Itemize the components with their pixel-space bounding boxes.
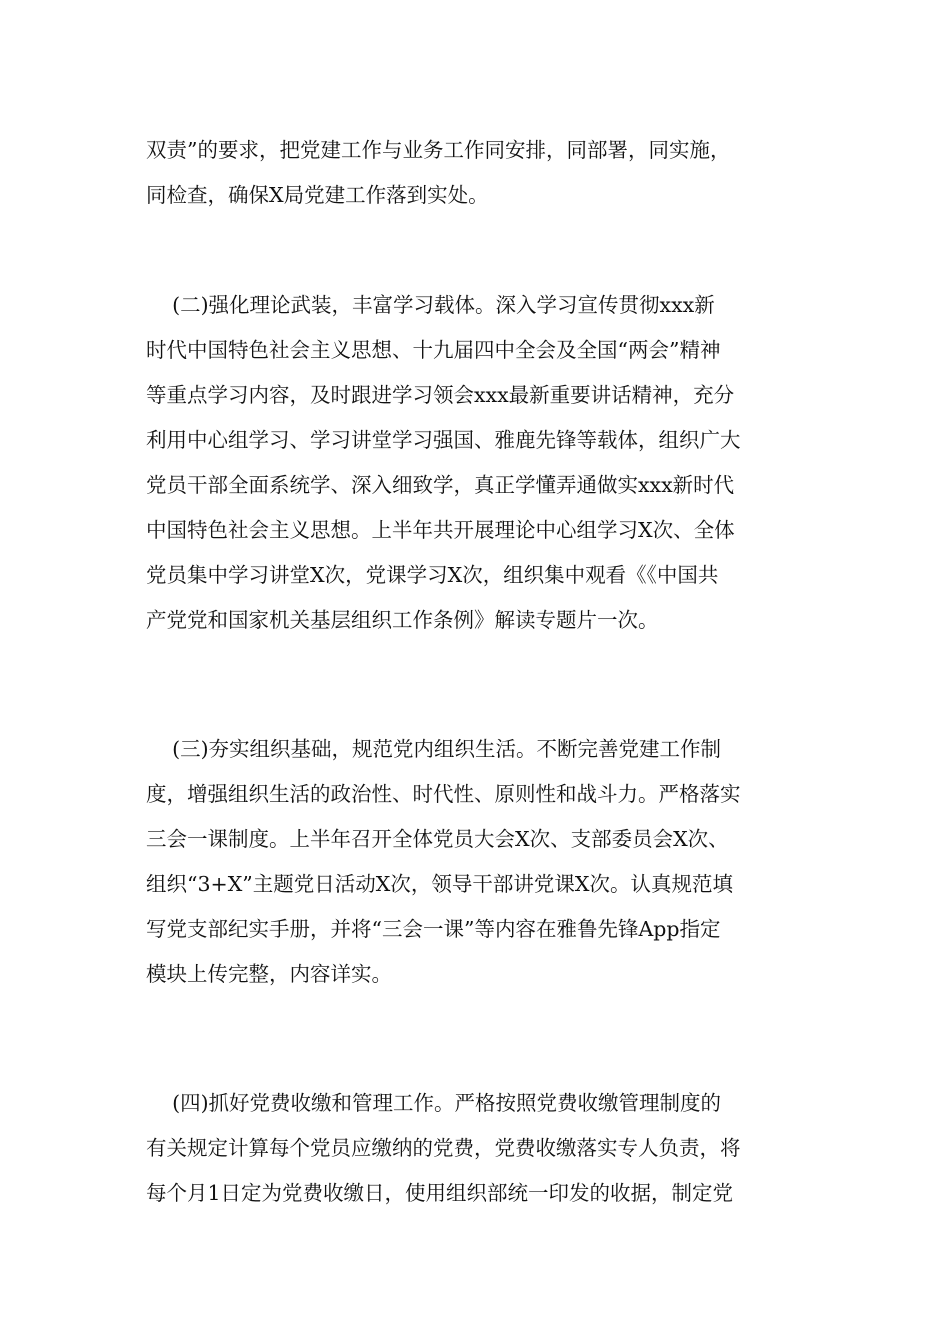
text-line: 双责”的要求，把党建工作与业务工作同安排，同部署，同实施， [146, 138, 731, 162]
text-line: 三会一课制度。上半年召开全体党员大会X次、支部委员会X次、 [146, 827, 729, 851]
text-line: 利用中心组学习、学习讲堂学习强国、雅鹿先锋等载体，组织广大 [146, 428, 741, 452]
text-line: (二)强化理论武装，丰富学习载体。深入学习宣传贯彻xxx新 [146, 293, 715, 317]
text-line: (四)抓好党费收缴和管理工作。严格按照党费收缴管理制度的 [146, 1091, 722, 1115]
text-line: 同检查，确保X局党建工作落到实处。 [146, 183, 489, 207]
text-line: 有关规定计算每个党员应缴纳的党费，党费收缴落实专人负责，将 [146, 1136, 741, 1160]
text-line: 党员干部全面系统学、深入细致学，真正学懂弄通做实xxx新时代 [146, 473, 735, 497]
paragraph-2 [146, 283, 806, 643]
text-line: 中国特色社会主义思想。上半年共开展理论中心组学习X次、全体 [146, 518, 735, 542]
text-line: 党员集中学习讲堂X次，党课学习X次，组织集中观看《《中国共 [146, 563, 719, 587]
paragraph-1 [146, 128, 806, 218]
text-line: 每个月1日定为党费收缴日，使用组织部统一印发的收据，制定党 [146, 1181, 734, 1205]
paragraph-4 [146, 1081, 806, 1216]
text-line: 度，增强组织生活的政治性、时代性、原则性和战斗力。严格落实 [146, 782, 741, 806]
text-line: 产党党和国家机关基层组织工作条例》解读专题片一次。 [146, 608, 659, 632]
text-line: (三)夯实组织基础，规范党内组织生活。不断完善党建工作制 [146, 737, 722, 761]
text-line: 组织“3+X”主题党日活动X次，领导干部讲党课X次。认真规范填 [146, 872, 733, 896]
text-line: 写党支部纪实手册，并将“三会一课”等内容在雅鲁先锋App指定 [146, 917, 721, 941]
paragraph-3 [146, 727, 806, 997]
text-line: 等重点学习内容，及时跟进学习领会xxx最新重要讲话精神，充分 [146, 383, 735, 407]
text-line: 模块上传完整，内容详实。 [146, 962, 392, 986]
text-line: 时代中国特色社会主义思想、十九届四中全会及全国“两会”精神 [146, 338, 721, 362]
